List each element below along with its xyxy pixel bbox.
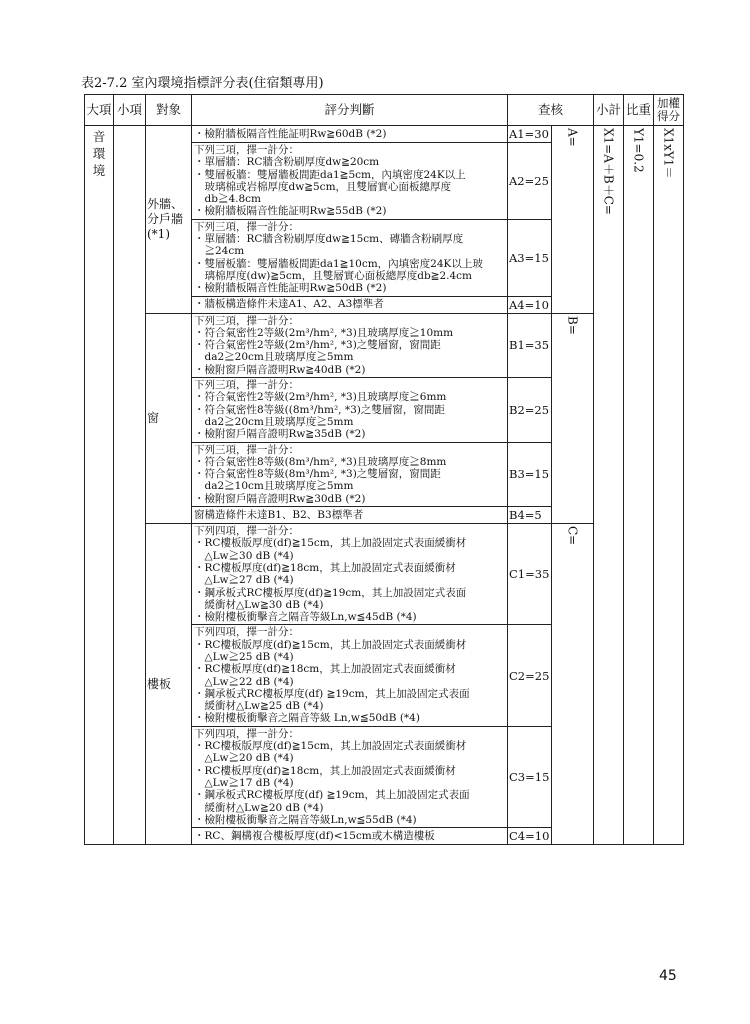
category-cell (85, 126, 114, 845)
criteria-line: 璃棉厚度(dw)≧5cm，且雙層實心面板總厚度db≧2.4cm (194, 269, 472, 282)
criteria-line: △Lw≧20 dB (*4) (194, 752, 294, 765)
criteria-line: ・單層牆：RC牆含粉刷厚度dw≧15cm、磚牆含粉刷厚度 (194, 233, 464, 246)
criteria-line: ・符合氣密性2等級(2m³/hm², *3)且玻璃厚度≧6mm (194, 391, 447, 404)
header-weight: 比重 (624, 95, 654, 126)
criteria-line: ・檢附窗戶隔音證明Rw≧30dB (*2) (194, 492, 366, 505)
criteria-cell (192, 126, 508, 143)
table-caption: 表2-7.2 室內環境指標評分表(住宿類專用) (81, 76, 324, 91)
object-cell: 樓板 (146, 524, 192, 845)
header-score: 查核 (508, 95, 594, 126)
criteria-cell (192, 726, 508, 827)
criteria-cell (192, 524, 508, 625)
criteria-line: 窗構造條件未達B1、B2、B3標準者 (194, 508, 364, 521)
criteria-line: ・鋼承板式RC樓板厚度(df) ≧19cm，其上加設固定式表面 (194, 687, 470, 700)
criteria-line: 下列三項，擇一計分： (194, 314, 299, 327)
criteria-cell (192, 507, 508, 524)
score-cell: C1=35 (508, 524, 552, 625)
criteria-line: ・單層牆：RC牆含粉刷厚度dw≧20cm (194, 156, 380, 169)
weighted-formula-cell (654, 126, 684, 845)
criteria-line: △Lw≧22 dB (*4) (194, 675, 294, 688)
object-cell: 窗 (146, 313, 192, 523)
category-char: 境 (92, 163, 106, 178)
criteria-line: db≧4.8cm (194, 193, 261, 206)
header-xiaoxiang: 小項 (114, 95, 146, 126)
criteria-line: 下列三項，擇一計分： (194, 220, 299, 233)
criteria-line: ・符合氣密性2等級(2m³/hm², *3)之雙層窗，窗間距 (194, 339, 441, 352)
criteria-line: ・符合氣密性8等級((8m³/hm², *3)之雙層窗，窗間距 (194, 403, 445, 416)
criteria-line: 下列三項，擇一計分： (194, 144, 299, 156)
page-number: 45 (659, 968, 677, 984)
criteria-line: ・牆板構造條件未達A1、A2、A3標準者 (194, 298, 384, 311)
criteria-line: ・檢附樓板衝擊音之隔音等級Ln,w≦45dB (*4) (194, 611, 417, 624)
table-row (85, 126, 684, 143)
weight-formula-cell (624, 126, 654, 845)
table-body (85, 126, 684, 845)
criteria-line: ・檢附樓板衝擊音之隔音等級Ln,w≦55dB (*4) (194, 813, 417, 826)
group-subtotal-cell (552, 313, 594, 523)
header-judge: 評分判斷 (192, 95, 508, 126)
criteria-line: 緩衝材△Lw≧20 dB (*4) (194, 801, 324, 814)
criteria-line: ・雙層板牆：雙層牆板間距da1≧10cm，內填密度24K以上玻 (194, 257, 483, 270)
header-weighted: 加權得分 (654, 95, 684, 126)
criteria-line: 下列三項，擇一計分： (194, 443, 299, 456)
criteria-line: ・符合氣密性8等級(8m³/hm², *3)且玻璃厚度≧8mm (194, 455, 447, 468)
group-subtotal-label: B= (565, 315, 580, 335)
criteria-line: 下列四項，擇一計分： (194, 727, 299, 740)
criteria-line: ・鋼承板式RC樓板厚度(df) ≧19cm，其上加設固定式表面 (194, 789, 470, 802)
criteria-line: ・檢附牆板隔音性能証明Rw≧60dB (*2) (194, 127, 387, 140)
header-dalei: 大項 (85, 95, 114, 126)
score-table (84, 94, 684, 845)
criteria-line: ・RC樓板厚度(df)≧18cm，其上加設固定式表面緩衝材 (194, 663, 456, 676)
criteria-line: ・符合氣密性2等級(2m³/hm², *3)且玻璃厚度≧10mm (194, 326, 454, 339)
group-subtotal-label: A= (565, 128, 580, 147)
header-duixiang: 對象 (146, 95, 192, 126)
score-cell: C4=10 (508, 828, 552, 845)
criteria-cell (192, 313, 508, 377)
group-subtotal-cell (552, 524, 594, 845)
score-cell: C2=25 (508, 625, 552, 726)
criteria-line: ・檢附牆板隔音性能証明Rw≧55dB (*2) (194, 205, 387, 218)
header-row (85, 95, 684, 126)
criteria-line: 下列四項，擇一計分： (194, 525, 299, 538)
weight-formula: Y1=0.2 (631, 128, 646, 173)
subtotal-formula-cell (594, 126, 624, 845)
criteria-line: ・RC樓板版厚度(df)≧15cm，其上加設固定式表面緩衝材 (194, 537, 467, 550)
object-cell: 外牆、分戶牆(*1) (146, 126, 192, 314)
criteria-line: 緩衝材△Lw≧25 dB (*4) (194, 700, 324, 713)
criteria-line: ・雙層板牆：雙層牆板間距da1≧5cm，內填密度24K以上 (194, 168, 466, 181)
criteria-line: ・RC、鋼構複合樓板厚度(df)<15cm或木構造樓板 (194, 829, 435, 842)
subitem-cell (114, 126, 146, 845)
criteria-line: 下列四項，擇一計分： (194, 626, 299, 639)
criteria-line: ・符合氣密性8等級(8m³/hm², *3)之雙層窗，窗間距 (194, 468, 441, 481)
criteria-line: 緩衝材△Lw≧30 dB (*4) (194, 598, 324, 611)
criteria-line: ・檢附窗戶隔音證明Rw≧35dB (*2) (194, 428, 366, 441)
criteria-line: 下列三項，擇一計分： (194, 379, 299, 392)
score-cell: B4=5 (508, 507, 552, 524)
criteria-line: ・鋼承板式RC樓板厚度(df)≧19cm，其上加設固定式表面 (194, 586, 467, 599)
criteria-cell (192, 442, 508, 506)
criteria-line: 玻璃棉或岩棉厚度dw≧5cm，且雙層實心面板總厚度 (194, 180, 452, 193)
criteria-cell (192, 219, 508, 296)
criteria-line: ・RC樓板版厚度(df)≧15cm，其上加設固定式表面緩衝材 (194, 638, 467, 651)
score-cell: C3=15 (508, 726, 552, 827)
category-char: 環 (92, 146, 106, 161)
group-subtotal-cell (552, 126, 594, 314)
score-cell: B2=25 (508, 378, 552, 442)
category-char: 音 (92, 129, 106, 144)
criteria-line: △Lw≧30 dB (*4) (194, 549, 294, 562)
criteria-cell (192, 828, 508, 845)
criteria-line: ≧24cm (194, 245, 245, 258)
subtotal-formula: X1=A＋B＋C= (601, 128, 616, 215)
criteria-line: da2≧10cm且玻璃厚度≧5mm (194, 480, 354, 493)
criteria-cell (192, 378, 508, 442)
score-cell: B1=35 (508, 313, 552, 377)
criteria-line: ・RC樓板版厚度(df)≧15cm，其上加設固定式表面緩衝材 (194, 740, 467, 753)
weighted-formula: X1xY1＝ (661, 128, 676, 179)
score-cell: A1=30 (508, 126, 552, 143)
header-subtotal: 小計 (594, 95, 624, 126)
criteria-line: △Lw≧27 dB (*4) (194, 574, 294, 587)
criteria-line: ・RC樓板厚度(df)≧18cm，其上加設固定式表面緩衝材 (194, 561, 456, 574)
criteria-line: ・檢附樓板衝擊音之隔音等級 Ln,w≦50dB (*4) (194, 712, 420, 725)
criteria-cell (192, 296, 508, 313)
criteria-line: da2≧20cm且玻璃厚度≧5mm (194, 415, 354, 428)
score-cell: A2=25 (508, 143, 552, 220)
group-subtotal-label: C= (565, 526, 580, 546)
criteria-line: △Lw≧17 dB (*4) (194, 776, 294, 789)
score-cell: B3=15 (508, 442, 552, 506)
criteria-cell (192, 625, 508, 726)
score-cell: A3=15 (508, 219, 552, 296)
criteria-line: da2≧20cm且玻璃厚度≧5mm (194, 351, 354, 364)
criteria-line: △Lw≧25 dB (*4) (194, 650, 294, 663)
criteria-cell (192, 143, 508, 220)
score-cell: A4=10 (508, 296, 552, 313)
criteria-line: ・檢附窗戶隔音證明Rw≧40dB (*2) (194, 363, 366, 376)
criteria-line: ・RC樓板厚度(df)≧18cm，其上加設固定式表面緩衝材 (194, 764, 456, 777)
criteria-line: ・檢附牆板隔音性能証明Rw≧50dB (*2) (194, 282, 387, 295)
